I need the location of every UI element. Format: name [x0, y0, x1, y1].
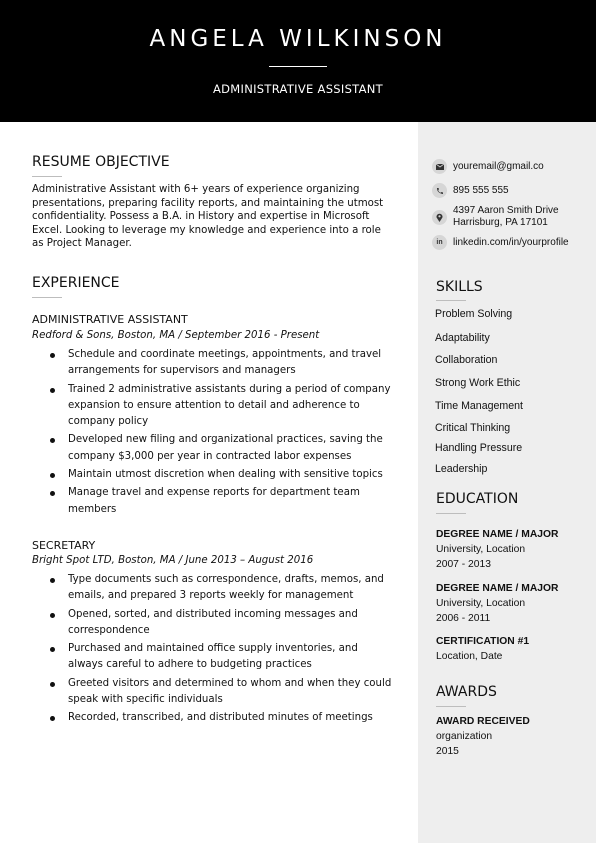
- certification-location: Location, Date: [436, 651, 503, 662]
- list-item: Trained 2 administrative assistants during a period of company expansion to ensure attention to detail and adherence to company policy: [32, 382, 392, 431]
- job1-bullets: [32, 347, 392, 520]
- skill-item: Leadership: [435, 463, 488, 475]
- objective-text: Administrative Assistant with 6+ years of experience organizing presentations, preparing facility reports, and maintaining the utmost confidentiality. Possess a B.A. in History and expertise in Microsoft Excel. Looking to leverage my knowledge and experience into a role as Project Manager.: [32, 184, 384, 249]
- skills-heading: SKILLS: [436, 279, 483, 295]
- job2-meta: Bright Spot LTD, Boston, MA / June 2013 – August 2016: [32, 555, 314, 566]
- objective-rule: [32, 176, 62, 177]
- skill-item: Critical Thinking: [435, 422, 511, 434]
- location-icon: [432, 210, 447, 225]
- email-text: youremail@gmail.co: [453, 160, 544, 172]
- email-icon: [432, 159, 447, 174]
- header-divider: [269, 66, 327, 67]
- list-item: Recorded, transcribed, and distributed minutes of meetings: [32, 710, 392, 726]
- job1-title: ADMINISTRATIVE ASSISTANT: [32, 313, 188, 326]
- education-school: University, Location: [436, 544, 526, 555]
- job2-title: SECRETARY: [32, 539, 96, 552]
- job1-meta: Redford & Sons, Boston, MA / September 2016 - Present: [32, 330, 320, 341]
- contact-address: [432, 205, 559, 229]
- list-item: Type documents such as correspondence, drafts, memos, and emails, and prepared 3 reports weekly for management: [32, 572, 392, 605]
- education-years: 2006 - 2011: [436, 613, 491, 624]
- list-item: Purchased and maintained office supply inventories, and always careful to adhere to budgeting practices: [32, 641, 392, 674]
- skill-item: Handling Pressure: [435, 442, 523, 454]
- contact-phone[interactable]: [432, 183, 509, 198]
- awards-rule: [436, 706, 466, 707]
- education-degree: DEGREE NAME / MAJOR: [436, 583, 559, 594]
- contact-email[interactable]: [432, 159, 544, 174]
- skill-item: Time Management: [435, 400, 523, 412]
- award-name: AWARD RECEIVED: [436, 716, 530, 727]
- contact-linkedin[interactable]: [432, 235, 569, 250]
- candidate-name: ANGELA WILKINSON: [149, 26, 447, 52]
- objective-heading: RESUME OBJECTIVE: [32, 154, 170, 170]
- list-item: Maintain utmost discretion when dealing with sensitive topics: [32, 467, 392, 483]
- skill-item: Problem Solving: [435, 308, 513, 320]
- header-banner: [0, 0, 596, 122]
- job2-bullets: [32, 572, 392, 729]
- list-item: Greeted visitors and determined to whom and when they could speak with specific individuals: [32, 676, 392, 709]
- skill-item: Strong Work Ethic: [435, 377, 521, 389]
- address-line1: 4397 Aaron Smith Drive: [453, 205, 559, 216]
- phone-text: 895 555 555: [453, 184, 509, 196]
- list-item: Opened, sorted, and distributed incoming messages and correspondence: [32, 607, 392, 640]
- job-title-heading: ADMINISTRATIVE ASSISTANT: [212, 82, 384, 96]
- award-organization: organization: [436, 731, 493, 742]
- certification-name: CERTIFICATION #1: [436, 636, 530, 647]
- education-heading: EDUCATION: [436, 491, 519, 507]
- award-year: 2015: [436, 746, 459, 757]
- education-years: 2007 - 2013: [436, 559, 491, 570]
- skill-item: Adaptability: [435, 332, 490, 344]
- address-line2: Harrisburg, PA 17101: [453, 217, 548, 228]
- address-text: [453, 205, 559, 229]
- skills-rule: [436, 300, 466, 301]
- skill-item: Collaboration: [435, 354, 498, 366]
- experience-rule: [32, 297, 62, 298]
- phone-icon: [432, 183, 447, 198]
- awards-heading: AWARDS: [436, 684, 497, 700]
- list-item: Schedule and coordinate meetings, appointments, and travel arrangements for supervisors and managers: [32, 347, 392, 380]
- linkedin-text: linkedin.com/in/yourprofile: [453, 236, 569, 248]
- education-school: University, Location: [436, 598, 526, 609]
- list-item: Manage travel and expense reports for department team members: [32, 485, 392, 518]
- education-degree: DEGREE NAME / MAJOR: [436, 529, 559, 540]
- linkedin-icon: in: [432, 235, 447, 250]
- list-item: Developed new filing and organizational practices, saving the company $3,000 per year in contracted labor expenses: [32, 432, 392, 465]
- experience-heading: EXPERIENCE: [32, 275, 120, 291]
- education-rule: [436, 513, 466, 514]
